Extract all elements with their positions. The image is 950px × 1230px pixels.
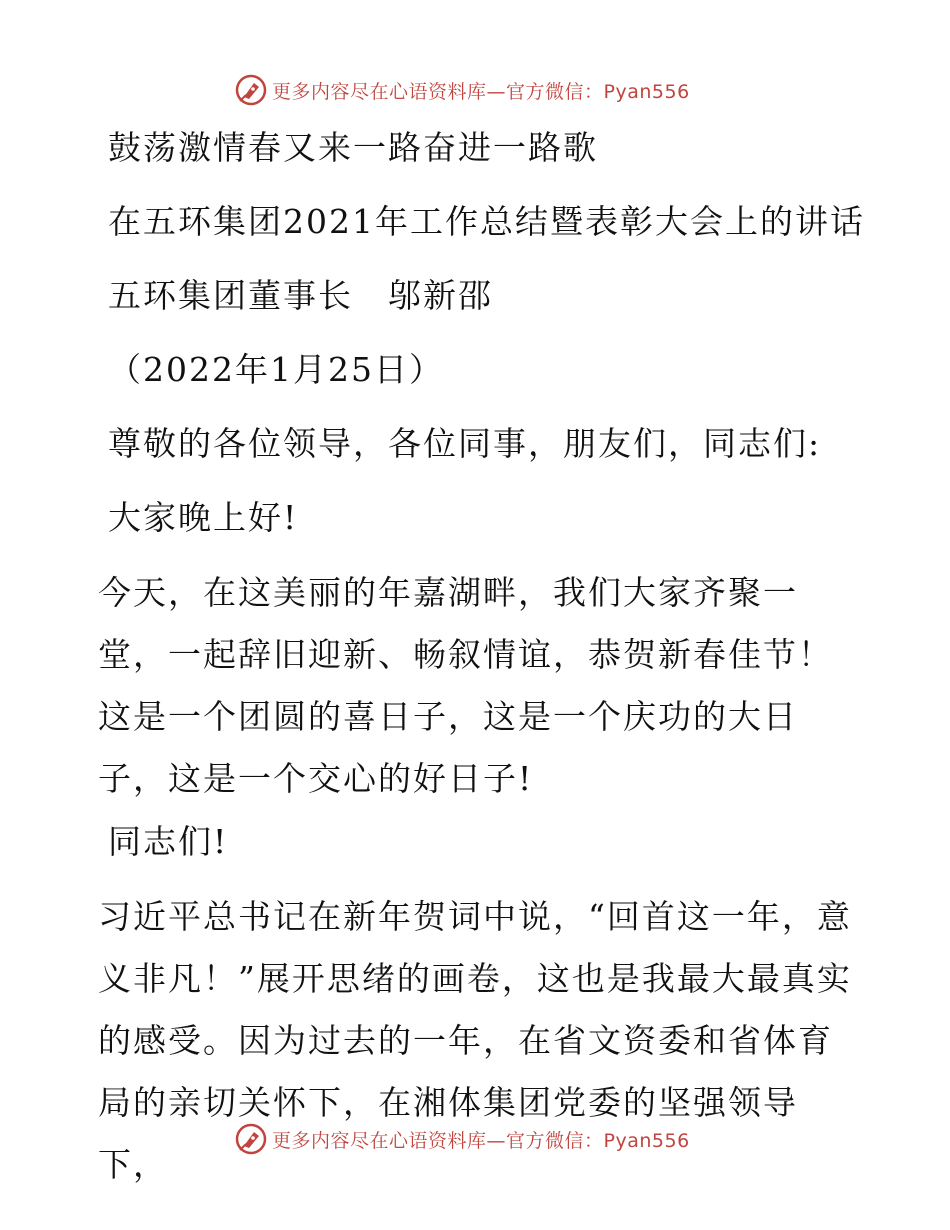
pen-nib-circle-icon bbox=[234, 73, 268, 107]
document-author: 五环集团董事长 邬新邵 bbox=[108, 276, 493, 315]
salutation: 尊敬的各位领导，各位同事，朋友们，同志们: bbox=[108, 424, 822, 463]
document-title: 鼓荡激情春又来一路奋进一路歌 bbox=[108, 128, 598, 167]
watermark-text: 更多内容尽在心语资料库—官方微信：Pyan556 bbox=[272, 1129, 690, 1152]
document-subtitle: 在五环集团2021年工作总结暨表彰大会上的讲话 bbox=[108, 202, 865, 241]
watermark-banner-top bbox=[234, 72, 690, 108]
watermark-banner-bottom bbox=[234, 1121, 690, 1157]
pen-nib-circle-icon bbox=[234, 1122, 268, 1156]
address-comrades: 同志们! bbox=[108, 822, 229, 861]
paragraph-opening: 今天，在这美丽的年嘉湖畔，我们大家齐聚一堂，一起辞旧迎新、畅叙情谊，恭贺新春佳节！这是一个团圆的喜日子，这是一个庆功的大日子，这是一个交心的好日子! bbox=[98, 573, 833, 798]
watermark-text: 更多内容尽在心语资料库—官方微信：Pyan556 bbox=[272, 80, 690, 103]
greeting: 大家晚上好! bbox=[108, 498, 299, 537]
paragraph-reflection: 习近平总书记在新年贺词中说，“回首这一年，意义非凡！”展开思绪的画卷，这也是我最大最真实的感受。因为过去的一年，在省文资委和省体育局的亲切关怀下，在湘体集团党委的坚强领导下， bbox=[98, 897, 852, 1184]
document-date: （2022年1月25日） bbox=[108, 350, 444, 389]
